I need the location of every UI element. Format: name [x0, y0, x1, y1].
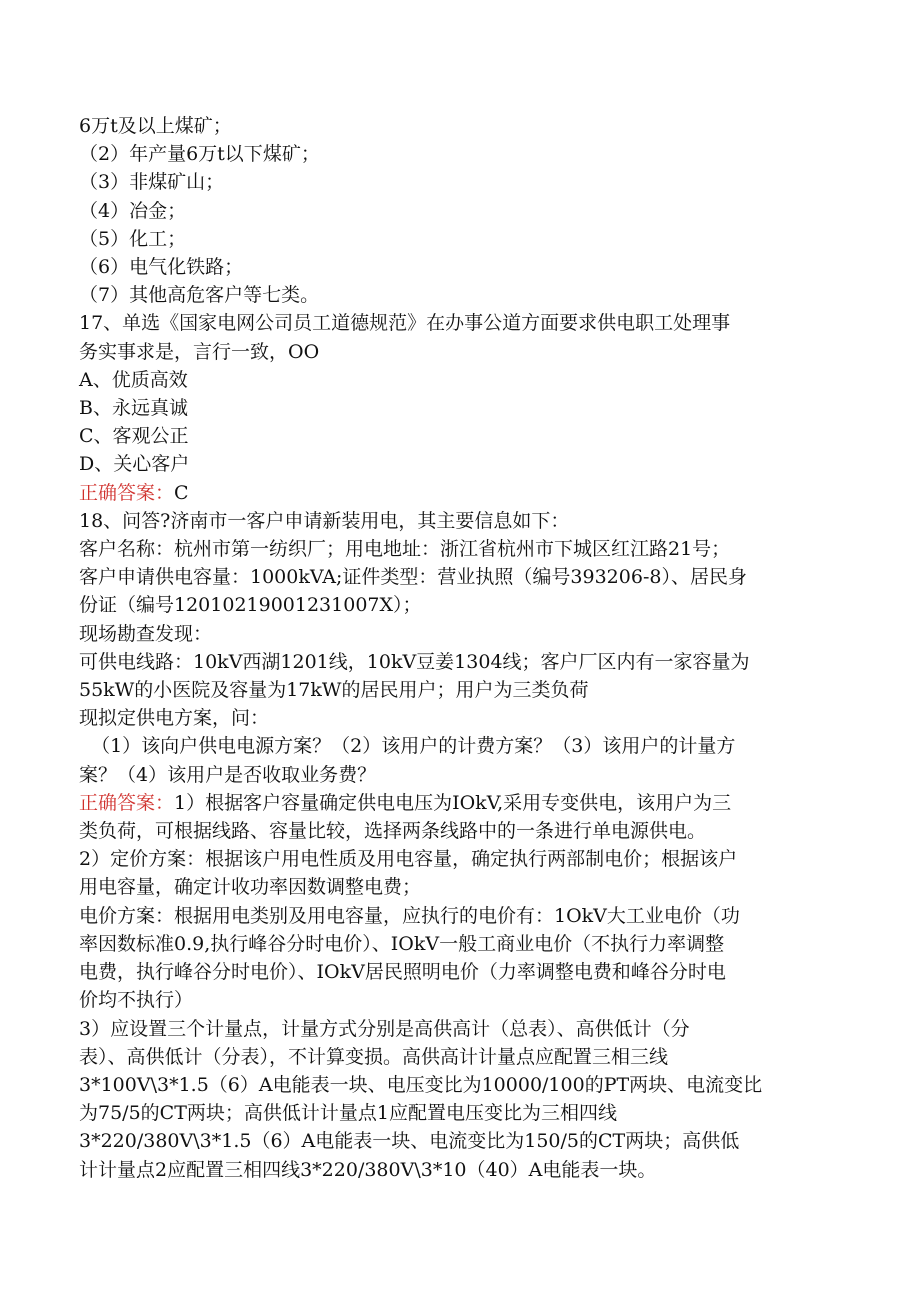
question-18-text: 客户名称：杭州市第一纺织厂；用电地址：浙江省杭州市下城区红江路21号； — [79, 538, 731, 561]
answer-text-line: 3）应设置三个计量点，计量方式分别是高供高计（总表）、高供低计（分 — [79, 1017, 690, 1040]
question-18-text: 现拟定供电方案，问： — [79, 707, 270, 730]
answer-text-line: 价均不执行） — [79, 989, 194, 1012]
option-a: A、优质高效 — [79, 368, 188, 391]
answer-text-line: 率因数标准0.9,执行峰谷分时电价）、IOkV一般工商业电价（不执行力率调整 — [79, 932, 725, 955]
answer-text-line: 电价方案：根据用电类别及用电容量，应执行的电价有：1OkV大工业电价（功 — [79, 904, 740, 927]
answer-label: 正确答案： — [79, 481, 175, 504]
question-18-text: 份证（编号12010219001231007X）； — [79, 594, 422, 617]
text-line: （3）非煤矿山； — [79, 171, 225, 194]
question-18-answer — [79, 789, 839, 817]
text-line: 6万t及以上煤矿； — [79, 115, 232, 137]
question-17-answer — [79, 479, 839, 507]
answer-text-line: 3*220/380V\3*1.5（6）A电能表一块、电流变比为150/5的CT两块；高供低 — [79, 1130, 740, 1153]
answer-text-line: 计计量点2应配置三相四线3*220/380V\3*10（40）A电能表一块。 — [79, 1158, 657, 1181]
text-line: （7）其他高危客户等七类。 — [79, 284, 320, 307]
document-body — [79, 112, 839, 1184]
question-17-text: 17、单选《国家电网公司员工道德规范》在办事公道方面要求供电职工处理事 — [79, 312, 731, 335]
answer-value: C — [174, 481, 189, 504]
text-line: （5）化工； — [79, 227, 187, 250]
answer-text: 1）根据客户容量确定供电电压为IOkV,采用专变供电，该用户为三 — [174, 791, 732, 814]
question-18-text: （1）该向户供电电源方案？（2）该用户的计费方案？（3）该用户的计量方 — [79, 735, 736, 758]
answer-text-line: 表）、高供低计（分表），不计算变损。高供高计计量点应配置三相三线 — [79, 1045, 669, 1068]
text-line: （2）年产量6万t以下煤矿； — [79, 143, 320, 166]
answer-text-line: 用电容量，确定计收功率因数调整电费； — [79, 876, 422, 899]
question-18-text: 55kW的小医院及容量为17kW的居民用户；用户为三类负荷 — [79, 679, 589, 702]
question-18-text: 客户申请供电容量：1000kVA;证件类型：营业执照（编号393206-8）、居民身 — [79, 566, 747, 589]
option-b: B、永远真诚 — [79, 397, 188, 420]
answer-text-line: 类负荷，可根据线路、容量比较，选择两条线路中的一条进行单电源供电。 — [79, 820, 707, 843]
answer-text-line: 电费，执行峰谷分时电价）、IOkV居民照明电价（力率调整电费和峰谷分时电 — [79, 961, 726, 984]
option-c: C、客观公正 — [79, 425, 189, 448]
text-line: （4）冶金； — [79, 199, 187, 222]
answer-text-line: 2）定价方案：根据该户用电性质及用电容量，确定执行两部制电价；根据该户 — [79, 848, 738, 871]
option-d: D、关心客户 — [79, 453, 190, 476]
question-18-text: 现场勘查发现： — [79, 622, 213, 645]
question-18-text: 18、问答?济南市一客户申请新装用电，其主要信息如下： — [79, 509, 570, 532]
question-18-text: 可供电线路：10kV西湖1201线，10kV豆姜1304线；客户厂区内有一家容量为 — [79, 650, 750, 673]
text-line: （6）电气化铁路； — [79, 256, 244, 279]
question-17-text: 务实事求是，言行一致，OO — [79, 340, 320, 363]
answer-text-line: 3*100V\3*1.5（6）A电能表一块、电压变比为10000/100的PT两块、电流变比 — [79, 1073, 763, 1096]
question-18-text: 案？（4）该用户是否收取业务费？ — [79, 763, 377, 786]
answer-label: 正确答案： — [79, 791, 175, 814]
answer-text-line: 为75/5的CT两块；高供低计计量点1应配置电压变比为三相四线 — [79, 1102, 617, 1125]
